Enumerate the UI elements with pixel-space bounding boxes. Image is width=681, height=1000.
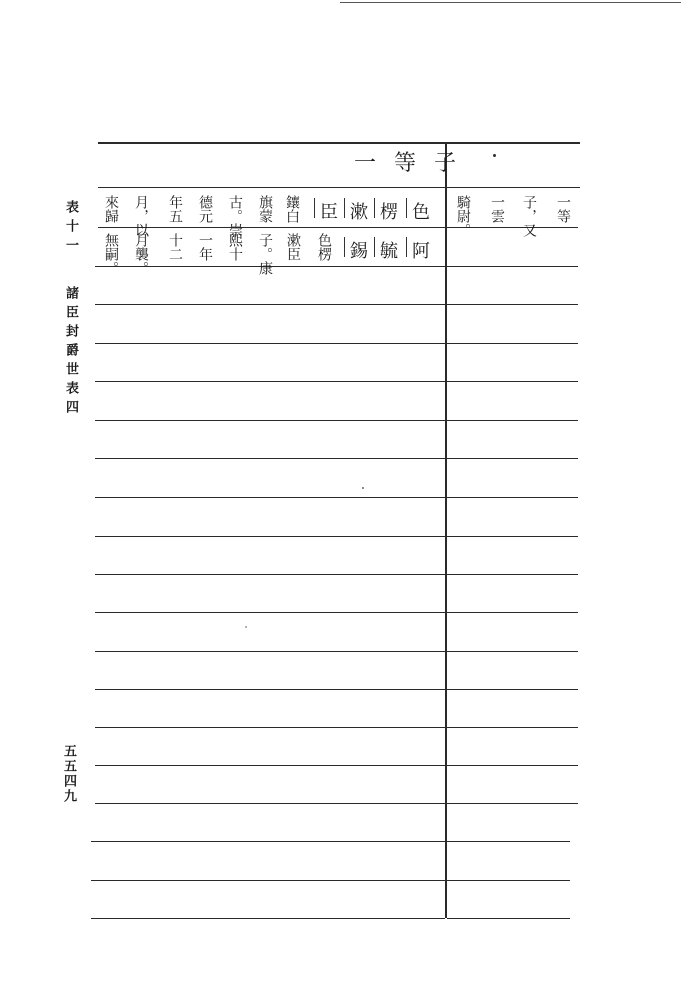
table-row-rule (447, 381, 578, 382)
name-char: 錫 (350, 241, 368, 262)
note-column: 子，又 (521, 195, 537, 237)
tick-mark (344, 198, 345, 218)
table-row-rule (95, 420, 445, 421)
name-char: 毓 (380, 241, 398, 262)
biography-column: 旗蒙 (257, 195, 273, 223)
table-row-rule (91, 841, 445, 842)
note-column: 騎尉。 (455, 195, 471, 237)
biography-column: 年五 (167, 195, 183, 223)
table-row-rule (447, 651, 578, 652)
name-char: 臣 (320, 202, 338, 223)
tick-mark (374, 198, 375, 218)
biography-column: 月襲。 (133, 233, 149, 275)
biography-column: 鑲白 (284, 195, 300, 223)
table-row-rule (95, 381, 445, 382)
table-row-rule (447, 765, 578, 766)
tick-mark (374, 237, 375, 257)
tick-mark (406, 198, 407, 218)
table-row-rule (95, 612, 445, 613)
table-row-rule (95, 803, 445, 804)
table-row-rule (447, 343, 578, 344)
table-rule (98, 187, 580, 188)
biography-column: 德元 (197, 195, 213, 223)
top-rule (340, 2, 681, 3)
note-column: 一雲 (489, 195, 505, 223)
biography-column: 子。康 (257, 233, 273, 275)
table-row-rule (447, 304, 578, 305)
table-top-rule (98, 142, 580, 144)
biography-column: 月，以 (133, 195, 149, 237)
table-row-rule (447, 420, 578, 421)
side-caption (64, 200, 77, 257)
biography-column: 來歸 (103, 195, 119, 223)
tick-mark (314, 198, 315, 218)
table-rule (98, 227, 445, 228)
table-row-rule (95, 651, 445, 652)
table-row-rule (447, 689, 578, 690)
biography-column: 一年 (197, 233, 213, 261)
table-row-rule (91, 918, 445, 919)
biography-column: 十二 (167, 233, 183, 261)
name-char: 色 (412, 202, 430, 223)
name-char: 楞 (380, 202, 398, 223)
table-row-rule (447, 458, 578, 459)
table-row-rule (95, 343, 445, 344)
name-char: 阿 (412, 241, 430, 262)
biography-column: 色楞 (316, 233, 332, 261)
table-row-rule (95, 574, 445, 575)
table-row-rule (447, 574, 578, 575)
note-column: 一等 (555, 195, 571, 223)
table-divider (445, 142, 447, 918)
ink-dot (245, 626, 247, 628)
biography-column: 無嗣。 (103, 233, 119, 275)
table-row-rule (95, 689, 445, 690)
table-row-rule (447, 841, 570, 842)
table-row-rule (447, 536, 578, 537)
table-row-rule (447, 803, 578, 804)
tick-mark (344, 237, 345, 257)
table-row-rule (95, 727, 445, 728)
table-row-rule (91, 880, 445, 881)
table-row-rule (447, 612, 578, 613)
table-row-rule (95, 458, 445, 459)
table-title: 諸臣封爵世表四 (63, 286, 78, 419)
table-row-rule (447, 727, 578, 728)
ink-dot (493, 154, 496, 157)
table-row-rule (447, 266, 578, 267)
table-row-rule (447, 497, 578, 498)
table-row-rule (95, 765, 445, 766)
table-row-rule (447, 880, 570, 881)
name-char: 漱 (350, 202, 368, 223)
rank-title: 一等子 (354, 151, 475, 176)
biography-column: 熙十 (227, 233, 243, 261)
page-number: 五五四九 (61, 744, 76, 804)
table-row-rule (447, 918, 570, 919)
biography-column: 古。崇 (227, 195, 243, 237)
table-row-rule (95, 497, 445, 498)
ink-dot (362, 487, 364, 489)
tick-mark (406, 237, 407, 257)
biography-column: 漱臣 (285, 233, 301, 261)
chapter-label: 表十一 (63, 200, 78, 257)
table-row-rule (95, 304, 445, 305)
table-row-rule (95, 536, 445, 537)
